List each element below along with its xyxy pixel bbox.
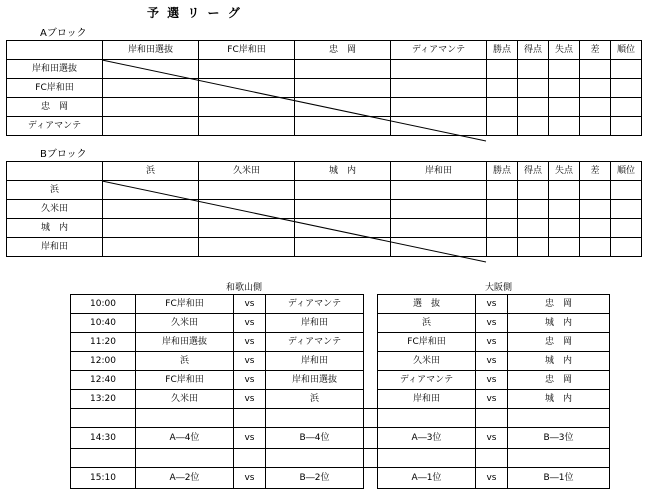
- match-row: [71, 390, 610, 409]
- vs-label: vs: [234, 333, 266, 352]
- right-away-team: 忠 岡: [508, 295, 610, 314]
- col-stat: 失点: [549, 162, 580, 181]
- empty-cell: [378, 449, 476, 468]
- right-away-team: 城 内: [508, 314, 610, 333]
- left-away-team: 浜: [266, 390, 364, 409]
- team-row: [7, 98, 642, 117]
- team-row: [7, 219, 642, 238]
- empty-cell: [136, 409, 234, 428]
- col-stat: 得点: [518, 41, 549, 60]
- block-a-label: Aブロック: [40, 28, 87, 39]
- vs-label: vs: [476, 333, 508, 352]
- empty-cell: [476, 449, 508, 468]
- vs-label: vs: [476, 390, 508, 409]
- vs-label: vs: [476, 295, 508, 314]
- right-away-team: 城 内: [508, 390, 610, 409]
- center-divider: [364, 468, 378, 489]
- right-away-team: B―1位: [508, 468, 610, 489]
- match-time: 12:40: [71, 371, 136, 390]
- left-home-team: 浜: [136, 352, 234, 371]
- vs-label: vs: [234, 371, 266, 390]
- empty-cell: [508, 449, 610, 468]
- left-side-label: 和歌山側: [226, 283, 263, 293]
- team-row: [7, 117, 642, 136]
- team-row: [7, 200, 642, 219]
- corner-cell: [7, 162, 103, 181]
- team-row: [7, 60, 642, 79]
- match-row: [71, 352, 610, 371]
- right-away-team: 忠 岡: [508, 371, 610, 390]
- center-divider: [364, 371, 378, 390]
- vs-label: vs: [476, 314, 508, 333]
- left-away-team: ディアマンテ: [266, 333, 364, 352]
- vs-label: vs: [476, 352, 508, 371]
- match-time: 13:20: [71, 390, 136, 409]
- right-home-team: 浜: [378, 314, 476, 333]
- center-divider: [364, 333, 378, 352]
- match-time: 11:20: [71, 333, 136, 352]
- center-divider: [364, 428, 378, 449]
- col-team: 岸和田選抜: [103, 41, 199, 60]
- col-stat: 勝点: [487, 41, 518, 60]
- left-home-team: FC岸和田: [136, 295, 234, 314]
- left-away-team: 岸和田: [266, 352, 364, 371]
- team-row: [7, 238, 642, 257]
- left-away-team: 岸和田: [266, 314, 364, 333]
- row-team: 久米田: [7, 200, 103, 219]
- right-away-team: B―3位: [508, 428, 610, 449]
- col-team: 浜: [103, 162, 199, 181]
- center-divider: [364, 314, 378, 333]
- right-home-team: A―3位: [378, 428, 476, 449]
- empty-cell: [364, 409, 378, 428]
- col-stat: 得点: [518, 162, 549, 181]
- left-away-team: B―2位: [266, 468, 364, 489]
- right-home-team: ディアマンテ: [378, 371, 476, 390]
- col-stat: 差: [580, 41, 611, 60]
- vs-label: vs: [234, 295, 266, 314]
- team-row: [7, 79, 642, 98]
- match-time: 10:40: [71, 314, 136, 333]
- empty-cell: [71, 449, 136, 468]
- left-home-team: 久米田: [136, 314, 234, 333]
- center-divider: [364, 352, 378, 371]
- col-team: ディアマンテ: [391, 41, 487, 60]
- block-a-diagonal: [0, 0, 1, 1]
- block-b-diagonal: [0, 0, 1, 1]
- right-side-label: 大阪側: [485, 283, 513, 293]
- right-home-team: 選 抜: [378, 295, 476, 314]
- right-home-team: 岸和田: [378, 390, 476, 409]
- row-team: ディアマンテ: [7, 117, 103, 136]
- left-home-team: A―4位: [136, 428, 234, 449]
- spacer-row: [71, 409, 610, 428]
- match-time: 14:30: [71, 428, 136, 449]
- header-row: [7, 41, 642, 60]
- match-time: 12:00: [71, 352, 136, 371]
- right-home-team: 久米田: [378, 352, 476, 371]
- right-home-team: A―1位: [378, 468, 476, 489]
- row-team: 城 内: [7, 219, 103, 238]
- vs-label: vs: [234, 352, 266, 371]
- corner-cell: [7, 41, 103, 60]
- vs-label: vs: [476, 371, 508, 390]
- vs-label: vs: [234, 468, 266, 489]
- empty-cell: [378, 409, 476, 428]
- vs-label: vs: [234, 428, 266, 449]
- match-row: [71, 468, 610, 489]
- block-a-table: [6, 40, 642, 136]
- header-row: [7, 162, 642, 181]
- empty-cell: [266, 409, 364, 428]
- empty-cell: [476, 409, 508, 428]
- empty-cell: [364, 449, 378, 468]
- left-away-team: B―4位: [266, 428, 364, 449]
- col-team: 城 内: [295, 162, 391, 181]
- empty-cell: [508, 409, 610, 428]
- empty-cell: [234, 409, 266, 428]
- left-away-team: ディアマンテ: [266, 295, 364, 314]
- col-team: 岸和田: [391, 162, 487, 181]
- col-team: FC岸和田: [199, 41, 295, 60]
- match-time: 15:10: [71, 468, 136, 489]
- match-row: [71, 333, 610, 352]
- row-team: FC岸和田: [7, 79, 103, 98]
- left-home-team: 岸和田選抜: [136, 333, 234, 352]
- center-divider: [364, 390, 378, 409]
- row-team: 浜: [7, 181, 103, 200]
- col-stat: 勝点: [487, 162, 518, 181]
- col-stat: 順位: [611, 162, 642, 181]
- col-team: 忠 岡: [295, 41, 391, 60]
- empty-cell: [71, 409, 136, 428]
- row-team: 岸和田選抜: [7, 60, 103, 79]
- left-home-team: A―2位: [136, 468, 234, 489]
- left-away-team: 岸和田選抜: [266, 371, 364, 390]
- spacer-row: [71, 449, 610, 468]
- left-home-team: FC岸和田: [136, 371, 234, 390]
- right-away-team: 忠 岡: [508, 333, 610, 352]
- empty-cell: [266, 449, 364, 468]
- center-divider: [364, 295, 378, 314]
- block-b-label: Bブロック: [40, 149, 87, 160]
- block-b-table: [6, 161, 642, 257]
- col-stat: 順位: [611, 41, 642, 60]
- match-time: 10:00: [71, 295, 136, 314]
- match-row: [71, 314, 610, 333]
- col-team: 久米田: [199, 162, 295, 181]
- vs-label: vs: [234, 314, 266, 333]
- right-home-team: FC岸和田: [378, 333, 476, 352]
- left-home-team: 久米田: [136, 390, 234, 409]
- col-stat: 失点: [549, 41, 580, 60]
- page-title: 予 選 リ ー グ: [147, 6, 242, 20]
- empty-cell: [234, 449, 266, 468]
- row-team: 岸和田: [7, 238, 103, 257]
- match-row: [71, 371, 610, 390]
- row-team: 忠 岡: [7, 98, 103, 117]
- match-row: [71, 295, 610, 314]
- empty-cell: [136, 449, 234, 468]
- schedule-table: [70, 294, 610, 489]
- vs-label: vs: [234, 390, 266, 409]
- team-row: [7, 181, 642, 200]
- col-stat: 差: [580, 162, 611, 181]
- match-row: [71, 428, 610, 449]
- right-away-team: 城 内: [508, 352, 610, 371]
- vs-label: vs: [476, 468, 508, 489]
- vs-label: vs: [476, 428, 508, 449]
